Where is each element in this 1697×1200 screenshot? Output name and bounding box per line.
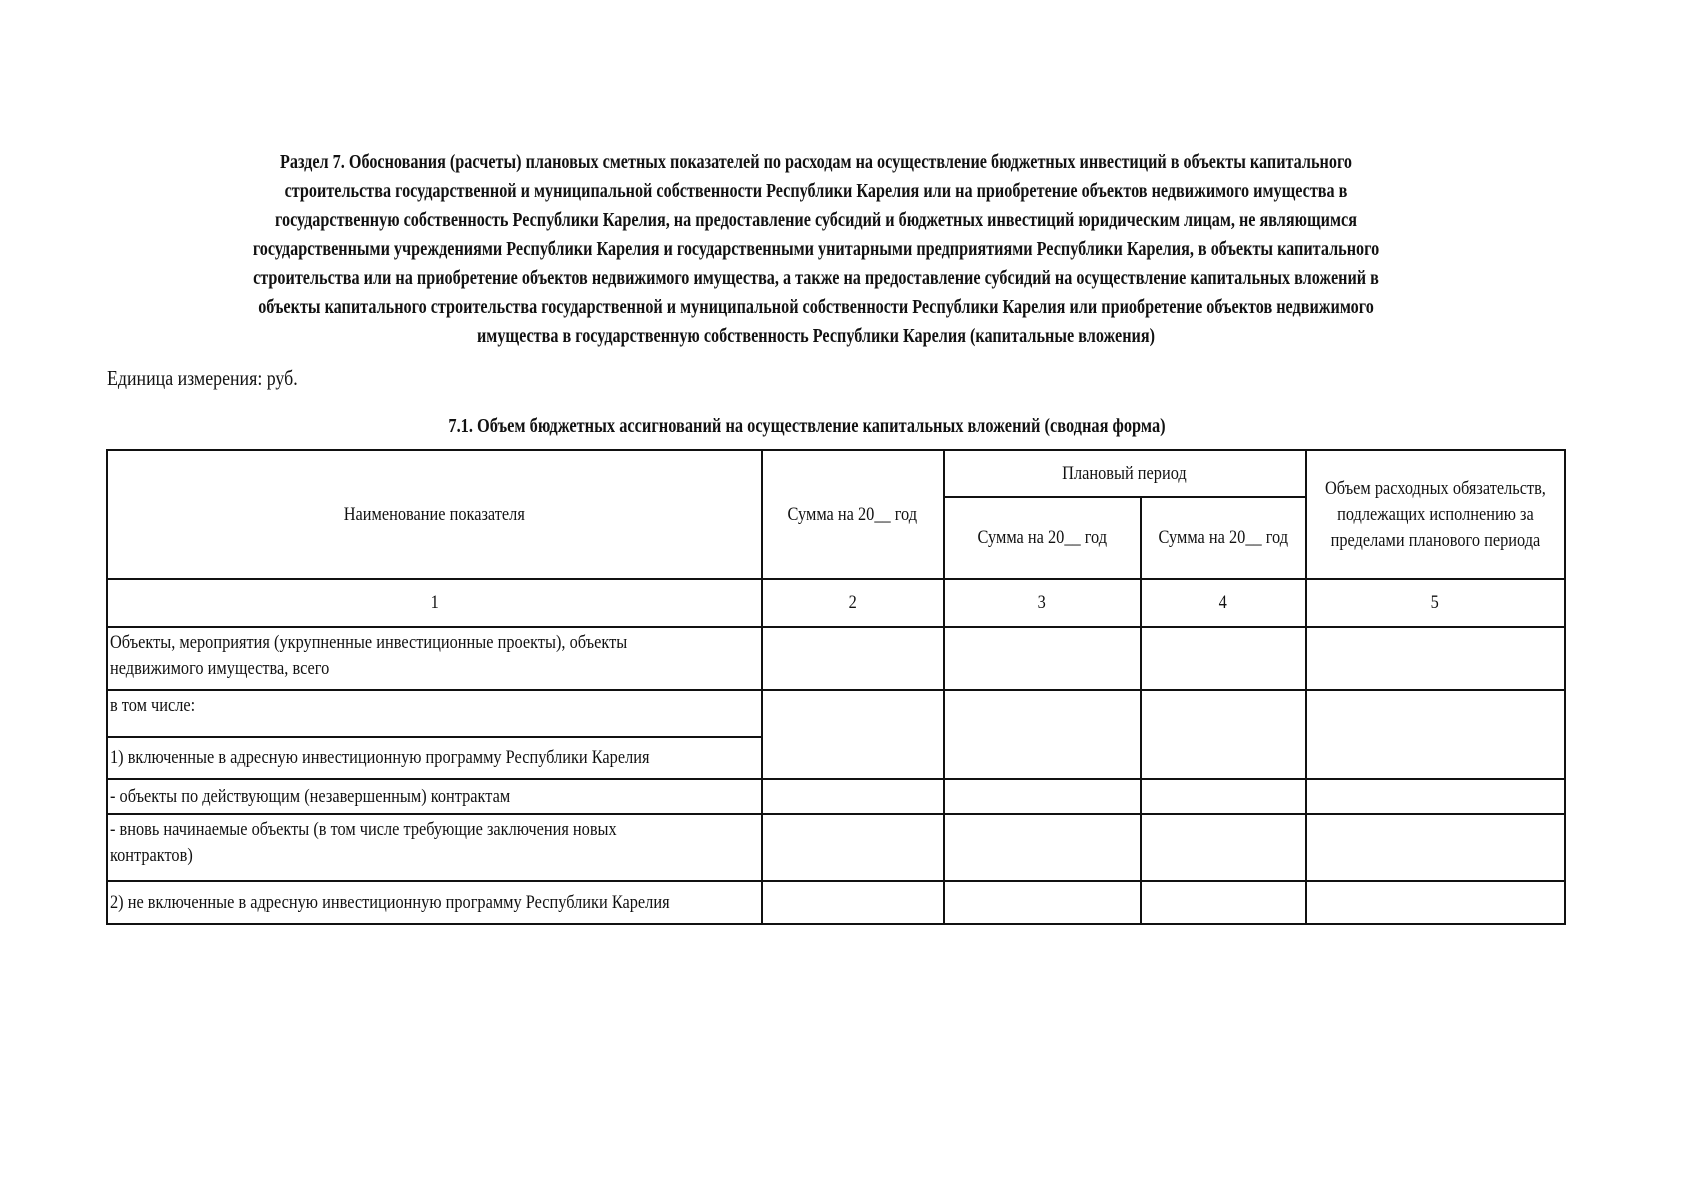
section-heading bbox=[238, 148, 1393, 351]
header-obligations-beyond-period: Объем расходных обязательств, подлежащих исполнению за пределами планового периода bbox=[1306, 450, 1565, 579]
header-planning-period: Плановый период bbox=[944, 450, 1306, 497]
column-number: 4 bbox=[1141, 579, 1306, 627]
value-cell[interactable] bbox=[1306, 814, 1565, 881]
row-label-not-included-in-program: 2) не включенные в адресную инвестиционную программу Республики Карелия bbox=[107, 881, 762, 924]
value-cell[interactable] bbox=[1141, 690, 1306, 779]
value-cell[interactable] bbox=[762, 690, 944, 779]
value-cell[interactable] bbox=[762, 779, 944, 814]
column-number: 2 bbox=[762, 579, 944, 627]
table-row bbox=[107, 814, 1565, 881]
section-heading-line: объекты капитального строительства государственной и муниципальной собственности Республики Карелия или приобретение объектов недвижимого bbox=[258, 297, 1374, 318]
value-cell[interactable] bbox=[1306, 881, 1565, 924]
table-row bbox=[107, 779, 1565, 814]
value-cell[interactable] bbox=[1306, 779, 1565, 814]
row-label-included-in-program: 1) включенные в адресную инвестиционную программу Республики Карелия bbox=[107, 737, 762, 779]
section-heading-line: Раздел 7. Обоснования (расчеты) плановых сметных показателей по расходам на осуществление бюджетных инвестиций в объекты капитального bbox=[279, 152, 1353, 173]
section-heading-line: строительства государственной и муниципальной собственности Республики Карелия или на приобретение объектов недвижимого имущества в bbox=[284, 181, 1348, 202]
value-cell[interactable] bbox=[762, 881, 944, 924]
table-row bbox=[107, 690, 1565, 737]
value-cell[interactable] bbox=[1141, 779, 1306, 814]
row-label-including: в том числе: bbox=[107, 690, 762, 737]
value-cell[interactable] bbox=[762, 627, 944, 690]
unit-of-measure: Единица измерения: руб. bbox=[107, 366, 298, 390]
table-row bbox=[107, 627, 1565, 690]
column-number: 5 bbox=[1306, 579, 1565, 627]
header-plan-sum-year-2: Сумма на 20__ год bbox=[1141, 497, 1306, 579]
value-cell[interactable] bbox=[1306, 690, 1565, 779]
header-sum-current-year: Сумма на 20__ год bbox=[762, 450, 944, 579]
section-heading-line: государственными учреждениями Республики Карелия и государственными унитарными предприятиями Республики Карелия, в объекты капитального bbox=[252, 239, 1380, 260]
capital-investments-table bbox=[106, 449, 1566, 925]
value-cell[interactable] bbox=[944, 690, 1141, 779]
value-cell[interactable] bbox=[762, 814, 944, 881]
column-number: 3 bbox=[944, 579, 1141, 627]
value-cell[interactable] bbox=[944, 881, 1141, 924]
value-cell[interactable] bbox=[1306, 627, 1565, 690]
section-heading-line: государственную собственность Республики Карелия, на предоставление субсидий и бюджетных инвестиций юридическим лицам, не являющимся bbox=[275, 210, 1357, 231]
value-cell[interactable] bbox=[944, 814, 1141, 881]
row-label-total: Объекты, мероприятия (укрупненные инвестиционные проекты), объекты недвижимого имущества, всего bbox=[107, 627, 762, 690]
value-cell[interactable] bbox=[1141, 881, 1306, 924]
row-label-ongoing-contracts: - объекты по действующим (незавершенным) контрактам bbox=[107, 779, 762, 814]
row-label-new-objects: - вновь начинаемые объекты (в том числе требующие заключения новых контрактов) bbox=[107, 814, 762, 881]
value-cell[interactable] bbox=[1141, 627, 1306, 690]
value-cell[interactable] bbox=[944, 627, 1141, 690]
value-cell[interactable] bbox=[1141, 814, 1306, 881]
column-number: 1 bbox=[107, 579, 762, 627]
header-plan-sum-year-1: Сумма на 20__ год bbox=[944, 497, 1141, 579]
section-heading-line: имущества в государственную собственность Республики Карелия (капитальные вложения) bbox=[476, 326, 1156, 347]
value-cell[interactable] bbox=[944, 779, 1141, 814]
header-indicator-name: Наименование показателя bbox=[107, 450, 762, 579]
column-number-row bbox=[107, 579, 1565, 627]
section-heading-line: строительства или на приобретение объектов недвижимого имущества, а также на предоставление субсидий на осуществление капитальных вложений в bbox=[253, 268, 1379, 289]
table-title: 7.1. Объем бюджетных ассигнований на осуществление капитальных вложений (сводная форма) bbox=[448, 416, 1166, 437]
table-row bbox=[107, 881, 1565, 924]
